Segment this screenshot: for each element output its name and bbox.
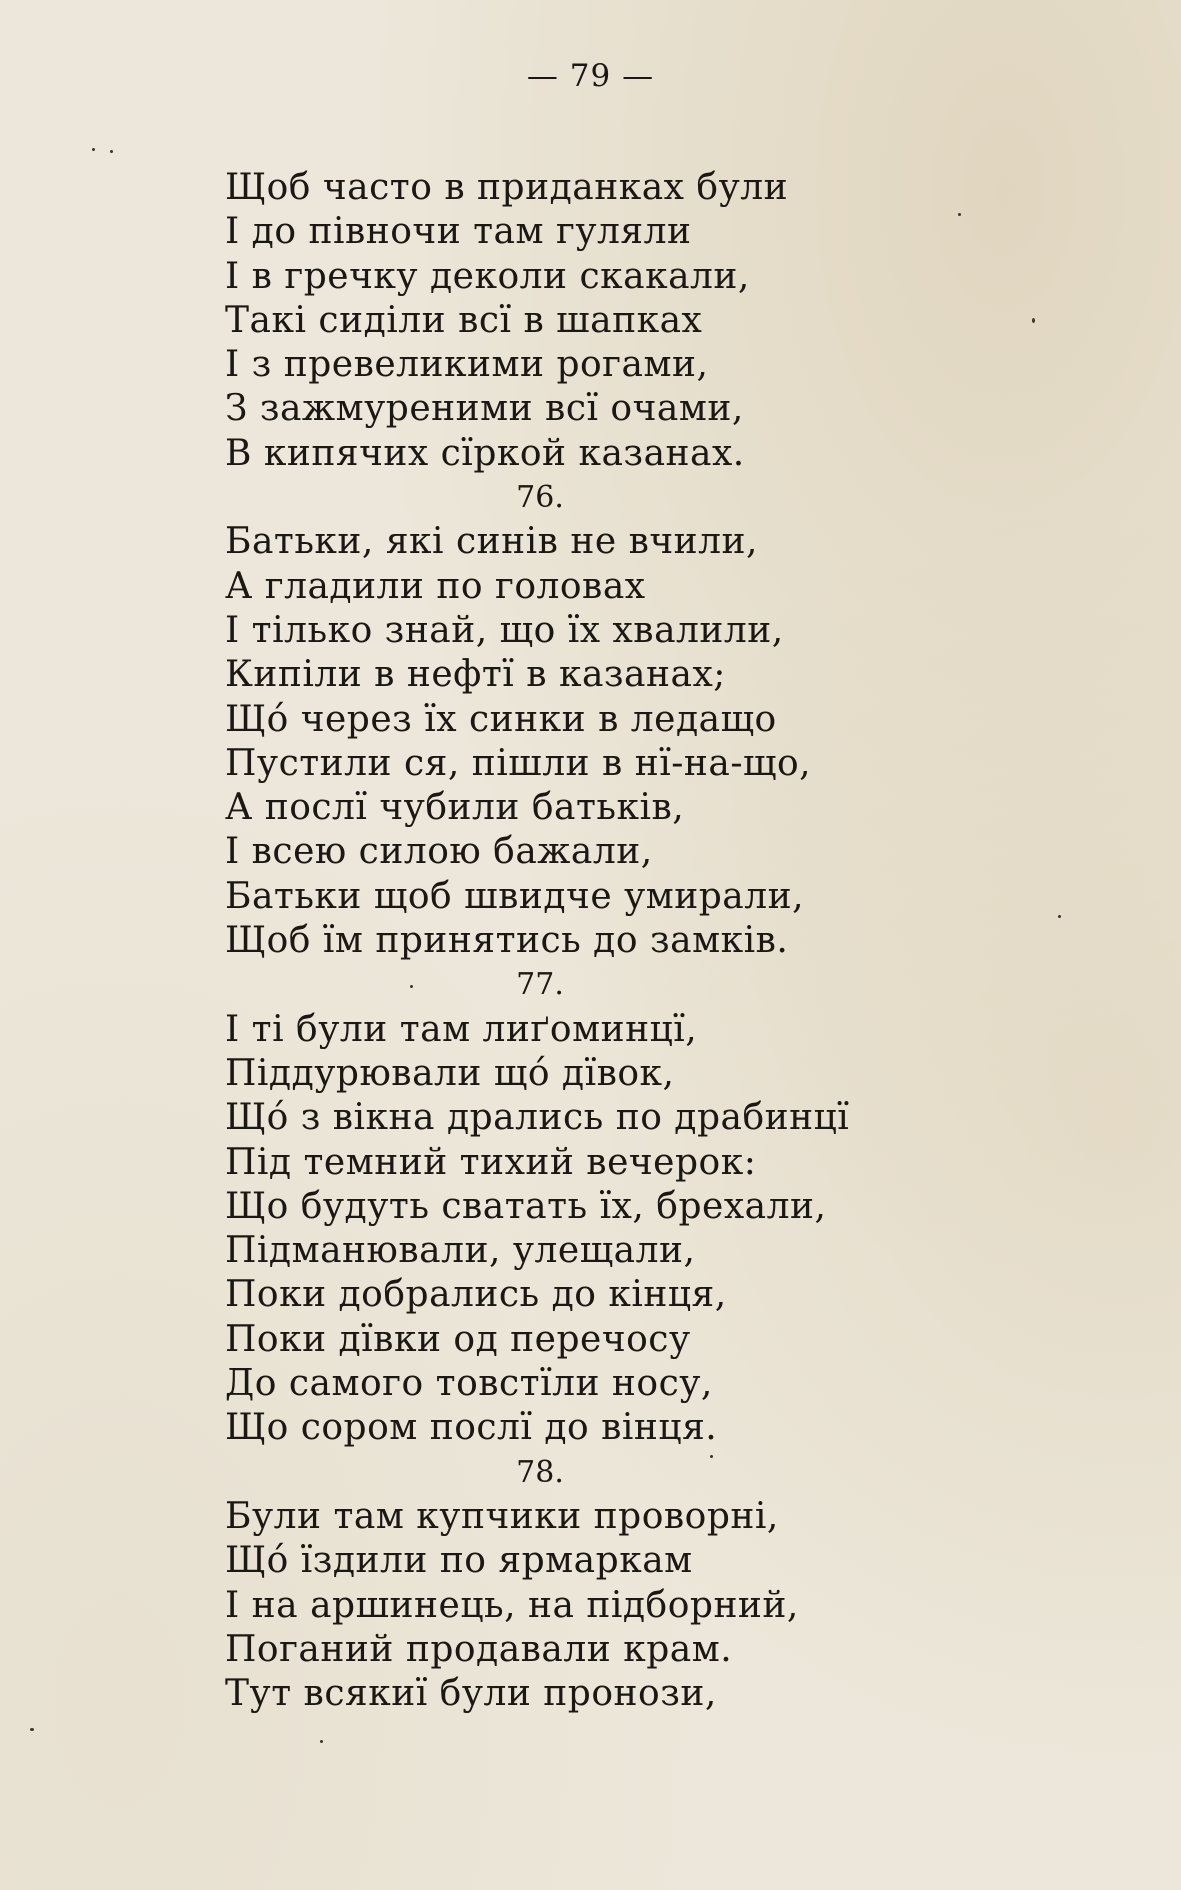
verse-line: Батьки, які синів не вчили,: [225, 521, 758, 563]
verse-line: Щó їздили по ярмаркам: [225, 1540, 693, 1582]
verse-line: В кипячих сїркой казанах.: [225, 432, 745, 474]
verse-line: Щоб часто в приданках були: [225, 167, 789, 208]
verse-line: Поганий продавали крам.: [225, 1628, 733, 1670]
verse-line: Пустили ся, пішли в нї-на-що,: [225, 742, 812, 784]
paper-speck: [320, 1740, 323, 1743]
verse-line: Поки добрались до кінця,: [225, 1274, 727, 1316]
verse-line: Під темний тихий вечерок:: [225, 1141, 757, 1183]
verse-line: Підманювали, улещали,: [225, 1230, 696, 1272]
paper-speck: [92, 148, 95, 151]
stanza-number: 76.: [516, 480, 564, 516]
verse-line: З зажмуреними всї очами,: [225, 388, 744, 430]
verse-line: І на аршинець, на підборний,: [225, 1584, 799, 1626]
poem-text: [225, 166, 1105, 1716]
verse-line: Щó через їх синки в ледащо: [225, 698, 777, 740]
verse-line: І в гречку деколи скакали,: [225, 255, 750, 297]
verse-line: Піддурювали щó дївок,: [225, 1052, 675, 1094]
verse-line: Щó з вікна дрались по драбинцї: [225, 1097, 850, 1139]
paper-speck: [30, 1728, 34, 1731]
paper-speck: [410, 985, 413, 988]
verse-line: І всею силою бажали,: [225, 831, 653, 873]
page-number: — 79 —: [526, 58, 655, 94]
paper-speck: [958, 213, 961, 216]
verse-line: Кипіли в нефтї в казанах;: [225, 654, 726, 696]
verse-line: Щоб їм принятись до замків.: [225, 920, 789, 962]
verse-line: Були там купчики проворні,: [225, 1495, 779, 1537]
verse-line: А послї чубили батьків,: [225, 787, 685, 829]
verse-line: І ті були там лиґоминцї,: [225, 1008, 698, 1050]
paper-speck: [710, 1455, 713, 1458]
verse-line: І з превеликими рогами,: [225, 344, 709, 386]
verse-line: І до півночи там гуляли: [225, 211, 692, 253]
verse-line: Батьки щоб швидче умирали,: [225, 875, 805, 917]
verse-line: Що будуть сватать їх, брехали,: [225, 1185, 827, 1227]
verse-line: До самого товстїли носу,: [225, 1363, 713, 1405]
paper-speck: [1058, 915, 1061, 918]
stanza-number: 77.: [516, 967, 564, 1003]
verse-line: І тілько знай, що їх хвалили,: [225, 609, 784, 651]
paper-speck: [1032, 318, 1035, 323]
verse-line: Тут всякиї були пронози,: [225, 1673, 717, 1715]
verse-line: Такі сиділи всї в шапках: [225, 299, 703, 341]
stanza-number: 78.: [516, 1454, 564, 1490]
verse-line: Поки дївки од перечосу: [225, 1318, 691, 1360]
verse-line: А гладили по головах: [225, 565, 646, 607]
paper-speck: [110, 150, 113, 153]
verse-line: Що сором послї до вінця.: [225, 1407, 718, 1449]
